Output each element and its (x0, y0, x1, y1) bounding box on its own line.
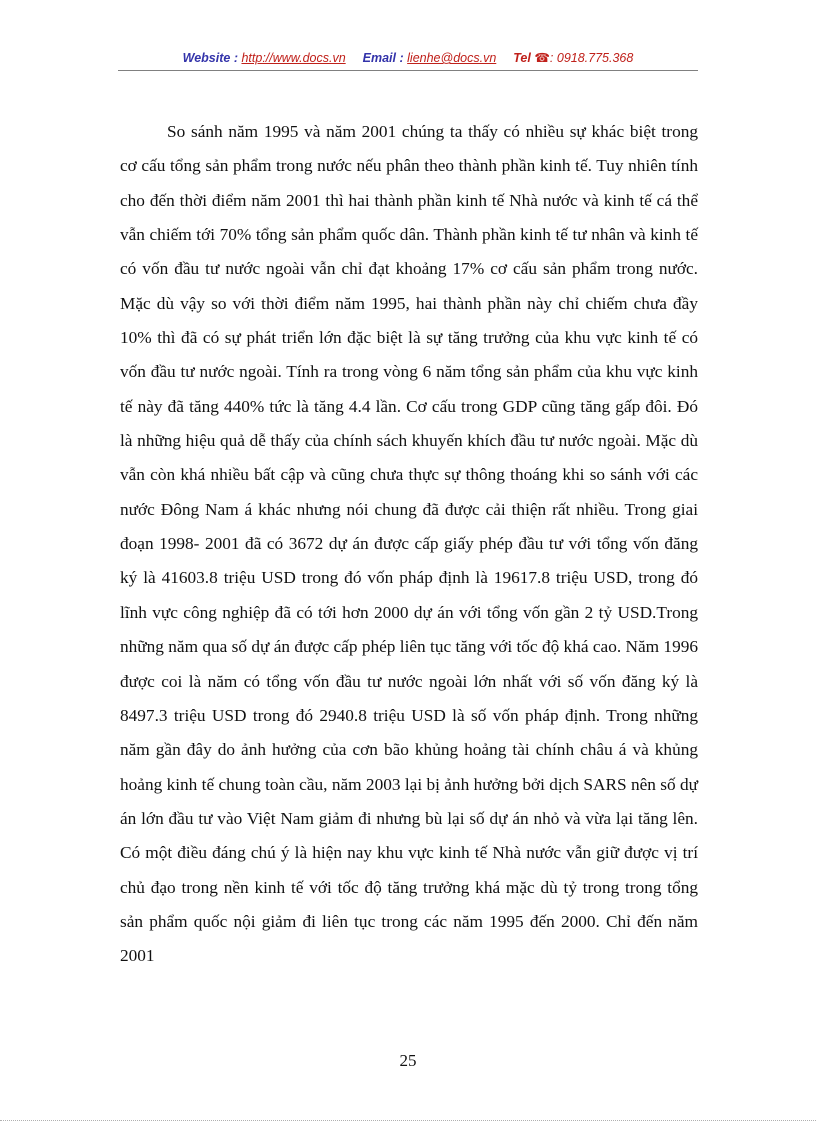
email-link[interactable]: lienhe@docs.vn (407, 51, 497, 65)
website-label: Website : (182, 51, 238, 65)
website-link[interactable]: http://www.docs.vn (241, 51, 346, 65)
phone-icon: ☎ (534, 51, 550, 65)
page-number: 25 (399, 1051, 417, 1070)
header-divider (118, 70, 698, 71)
tel-label: Tel (513, 51, 531, 65)
email-label: Email : (362, 51, 404, 65)
page-header (118, 50, 698, 65)
page-bottom-divider (0, 1120, 816, 1121)
phone-number: : 0918.775.368 (549, 51, 634, 65)
body-paragraph: So sánh năm 1995 và năm 2001 chúng ta thấy có nhiều sự khác biệt trong cơ cấu tổng sản phẩm trong nước nếu phân theo thành phần kinh tế. Tuy nhiên tính cho đến thời điểm năm 2001 thì hai thành phần kinh tế Nhà nước và kinh tế cá thể vẫn chiếm tới 70% tổng sản phẩm quốc dân. Thành phần kinh tế tư nhân và kinh tế có vốn đầu tư nước ngoài vẫn chỉ đạt khoảng 17% cơ cấu sản phẩm trong nước. Mặc dù vậy so với thời điểm năm 1995, hai thành phần này chỉ chiếm chưa đầy 10% thì đã có sự phát triển lớn đặc biệt là sự tăng trưởng của khu vực kinh tế có vốn đầu tư nước ngoài. Tính ra trong vòng 6 năm tổng sản phẩm của khu vực kinh tế này đã tăng 440% tức là tăng 4.4 lần. Cơ cấu trong GDP cũng tăng gấp đôi. Đó là những hiệu quả dễ thấy của chính sách khuyến khích đầu tư nước ngoài. Mặc dù vẫn còn khá nhiều bất cập và cũng chưa thực sự thông thoáng khi so sánh với các nước Đông Nam á khác nhưng nói chung đã được cải thiện rất nhiều. Trong giai đoạn 1998- 2001 đã có 3672 dự án được cấp giấy phép đầu tư với tổng vốn đăng ký là 41603.8 triệu USD trong đó vốn pháp định là 19617.8 triệu USD, trong đó lĩnh vực công nghiệp đã có tới hơn 2000 dự án với tổng vốn gần 2 tỷ USD.Trong những năm qua số dự án được cấp phép liên tục tăng với tốc độ khá cao. Năm 1996 được coi là năm có tổng vốn đầu tư nước ngoài lớn nhất với số vốn đăng ký là 8497.3 triệu USD trong đó 2940.8 triệu USD là số vốn pháp định. Trong những năm gần đây do ảnh hưởng của cơn bão khủng hoảng tài chính châu á và khủng hoảng kinh tế chung toàn cầu, năm 2003 lại bị ảnh hưởng bởi dịch SARS nên số dự án lớn đầu tư vào Việt Nam giảm đi nhưng bù lại số dự án nhỏ và vừa lại tăng lên. Có một điều đáng chú ý là hiện nay khu vực kinh tế Nhà nước vẫn giữ được vị trí chủ đạo trong nền kinh tế với tốc độ tăng trưởng khá mặc dù tỷ trong trong tổng sản phẩm quốc nội giảm đi liên tục trong các năm 1995 đến 2000. Chỉ đến năm 2001 (120, 122, 698, 966)
